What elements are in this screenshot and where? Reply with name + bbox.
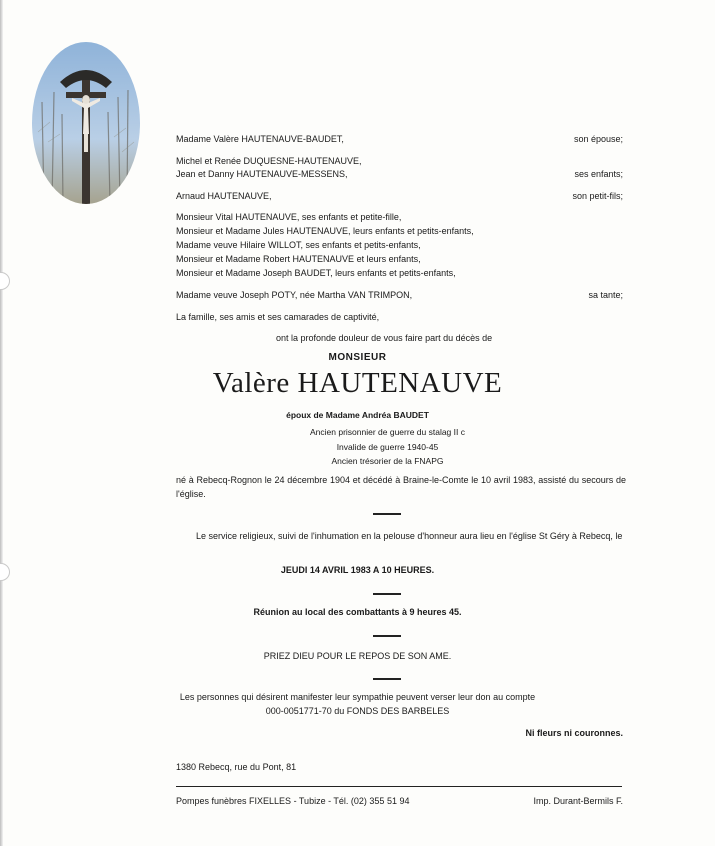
divider <box>373 593 401 595</box>
relative-line: Monsieur et Madame Jules HAUTENAUVE, leurs enfants et petits-enfants, <box>176 226 474 236</box>
relative-line: Monsieur et Madame Robert HAUTENAUVE et leurs enfants, <box>176 254 421 264</box>
deceased-title-line: Ancien trésorier de la FNAPG <box>331 456 444 466</box>
address: 1380 Rebecq, rue du Pont, 81 <box>176 762 297 772</box>
divider <box>373 513 401 515</box>
relative-line: Monsieur et Madame Joseph BAUDET, leurs enfants et petits-enfants, <box>176 268 456 278</box>
birth-death-text: né à Rebecq-Rognon le 24 décembre 1904 et décédé à Braine-le-Comte le 10 avril 1983, assisté du secours de l'église. <box>176 475 626 499</box>
service-date: JEUDI 14 AVRIL 1983 A 10 HEURES. <box>280 565 435 575</box>
aunt-relation: sa tante; <box>588 290 623 300</box>
binder-hole-top <box>0 272 10 290</box>
reunion-line: Réunion au local des combattants à 9 heures 45. <box>253 607 462 617</box>
funeral-home: Pompes funèbres FIXELLES - Tubize - Tél. (02) 355 51 94 <box>176 796 410 806</box>
children-relation: ses enfants; <box>574 169 623 179</box>
relative-line: Madame veuve Hilaire WILLOT, ses enfants et petits-enfants, <box>176 240 421 250</box>
footer-divider <box>176 786 622 787</box>
family-friends-line: La famille, ses amis et ses camarades de captivité, <box>176 312 380 322</box>
deceased-title-line: Invalide de guerre 1940-45 <box>336 442 439 452</box>
deceased-title: MONSIEUR <box>328 352 387 363</box>
prayer-line: PRIEZ DIEU POUR LE REPOS DE SON AME. <box>263 651 452 661</box>
deceased-title-line: Ancien prisonnier de guerre du stalag II c <box>310 427 465 437</box>
relative-line: Monsieur Vital HAUTENAUVE, ses enfants et petite-fille, <box>176 212 402 222</box>
printer-credit: Imp. Durant-Bermils F. <box>533 796 623 806</box>
spouse-name: Madame Valère HAUTENAUVE-BAUDET, <box>176 134 344 144</box>
divider <box>373 678 401 680</box>
crucifix-photo <box>32 42 140 204</box>
no-flowers-note: Ni fleurs ni couronnes. <box>525 728 623 738</box>
grandson-relation: son petit-fils; <box>572 191 623 201</box>
page-edge <box>0 0 3 846</box>
deceased-name: Valère HAUTENAUVE <box>212 367 503 399</box>
spouse-line: époux de Madame Andréa BAUDET <box>286 410 429 420</box>
donation-line-1: Les personnes qui désirent manifester leur sympathie peuvent verser leur don au compte <box>179 692 536 702</box>
donation-line-2: 000-0051771-70 du FONDS DES BARBELES <box>265 706 450 716</box>
service-text: Le service religieux, suivi de l'inhumation en la pelouse d'honneur aura lieu en l'église St Géry à Rebecq, le <box>196 531 623 541</box>
grandson-name: Arnaud HAUTENAUVE, <box>176 191 272 201</box>
divider <box>373 635 401 637</box>
children-name-2: Jean et Danny HAUTENAUVE-MESSENS, <box>176 169 348 179</box>
spouse-relation: son épouse; <box>573 134 623 144</box>
aunt-name: Madame veuve Joseph POTY, née Martha VAN TRIMPON, <box>176 290 413 300</box>
children-name-1: Michel et Renée DUQUESNE-HAUTENAUVE, <box>176 156 362 166</box>
announcement-line: ont la profonde douleur de vous faire part du décès de <box>276 333 493 343</box>
